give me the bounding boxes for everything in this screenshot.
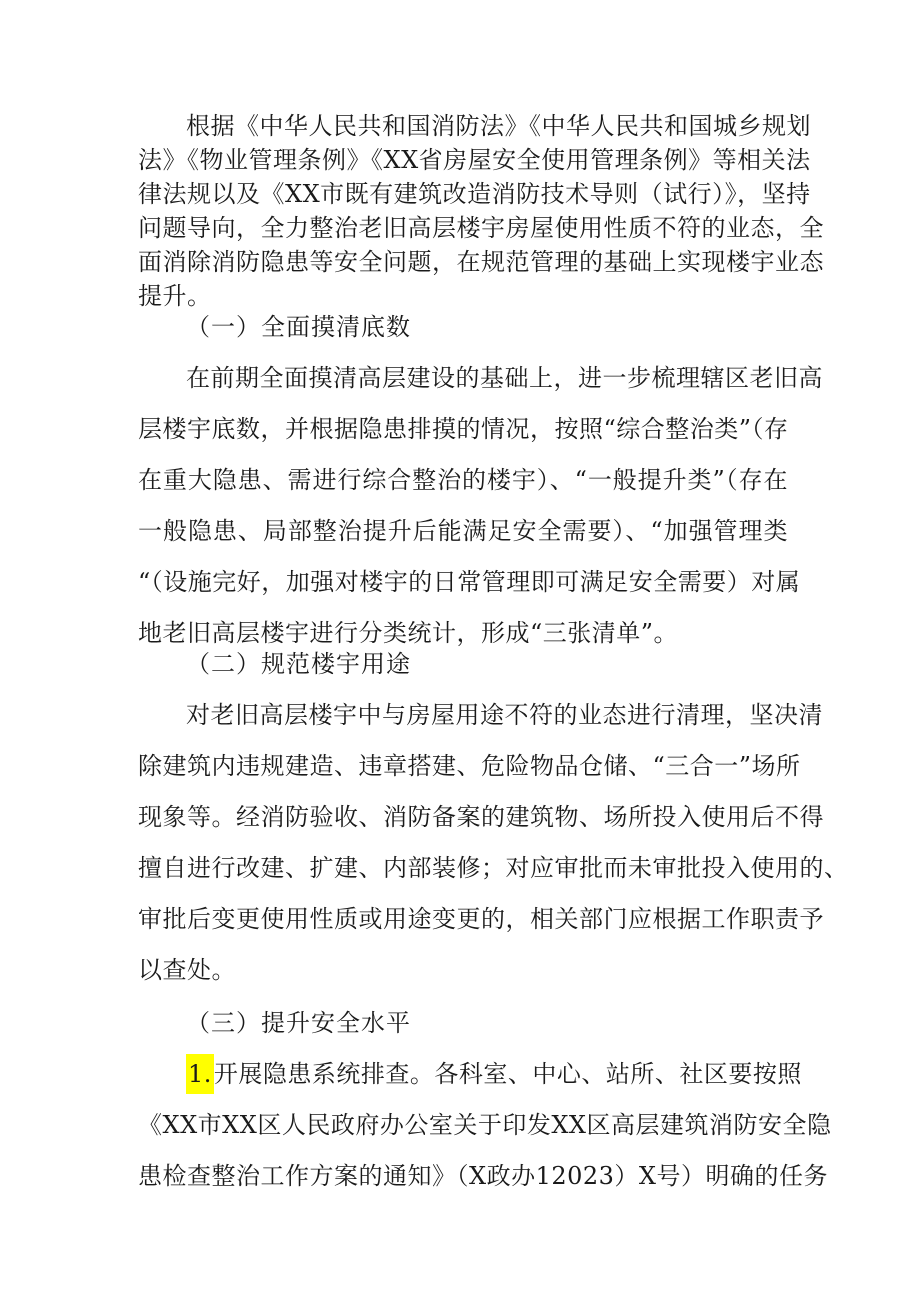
paragraph-1-line-6: 提升。	[138, 282, 212, 310]
section-2-line-4: 擅自进行改建、扩建、内部装修；对应审批而未审批投入使用的、	[138, 854, 849, 882]
section-2-line-3: 现象等。经消防验收、消防备案的建筑物、场所投入使用后不得	[138, 803, 824, 831]
section-3-line-3: 患检查整治工作方案的通知》（X政办12023）X号）明确的任务	[138, 1162, 829, 1190]
section-3-item-1-text: 开展隐患系统排查。各科室、中心、站所、社区要按照	[213, 1060, 802, 1088]
section-2-line-2: 除建筑内违规建造、违章搭建、危险物品仓储、“三合一”场所	[138, 752, 801, 780]
section-2-line-5: 审批后变更使用性质或用途变更的，相关部门应根据工作职责予	[138, 905, 824, 933]
paragraph-1-line-1: 根据《中华人民共和国消防法》《中华人民共和国城乡规划	[186, 112, 811, 140]
section-1-line-4: 一般隐患、局部整治提升后能满足安全需要）、“加强管理类	[138, 517, 788, 545]
section-3-heading: （三）提升安全水平	[186, 1009, 411, 1037]
section-1-line-6: 地老旧高层楼宇进行分类统计，形成“三张清单”。	[138, 619, 679, 647]
section-1-line-1: 在前期全面摸清高层建设的基础上，进一步梳理辖区老旧高	[186, 364, 823, 392]
section-1-heading: （一）全面摸清底数	[186, 313, 411, 341]
section-3-item-1	[186, 1059, 802, 1089]
section-2-heading: （二）规范楼宇用途	[186, 650, 411, 678]
section-1-line-5: “（设施完好，加强对楼宇的日常管理即可满足安全需要）对属	[138, 568, 801, 596]
paragraph-1-line-4: 问题导向，全力整治老旧高层楼宇房屋使用性质不符的业态，全	[138, 214, 824, 242]
item-number-highlight: 1.	[186, 1054, 214, 1094]
section-2-line-6: 以查处。	[138, 956, 236, 984]
section-2-line-1: 对老旧高层楼宇中与房屋用途不符的业态进行清理，坚决清	[186, 701, 823, 729]
paragraph-1-line-3: 律法规以及《XX市既有建筑改造消防技术导则（试行）》，坚持	[138, 180, 811, 208]
section-1-line-2: 层楼宇底数，并根据隐患排摸的情况，按照“综合整治类”（存	[138, 415, 789, 443]
paragraph-1-line-5: 面消除消防隐患等安全问题，在规范管理的基础上实现楼宇业态	[138, 248, 824, 276]
section-3-line-2: 《XX市XX区人民政府办公室关于印发XX区高层建筑消防安全隐	[138, 1111, 832, 1139]
section-1-line-3: 在重大隐患、需进行综合整治的楼宇）、“一般提升类”（存在	[138, 466, 788, 494]
paragraph-1-line-2: 法》《物业管理条例》《XX省房屋安全使用管理条例》等相关法	[138, 146, 811, 174]
